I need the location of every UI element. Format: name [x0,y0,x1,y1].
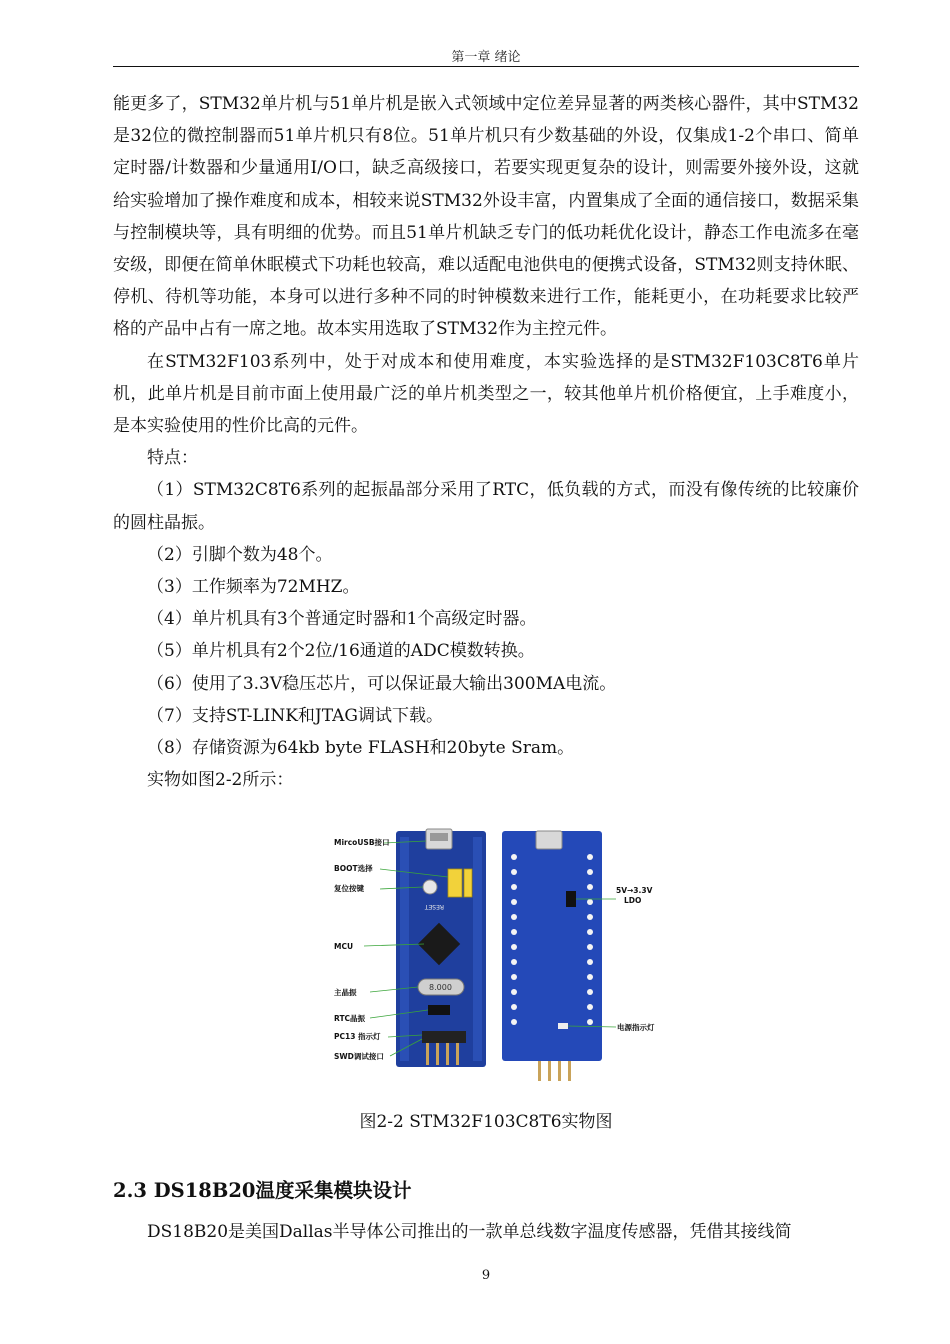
running-header: 第一章 绪论 [451,50,521,65]
feature-item: （1）STM32C8T6系列的起振晶部分采用了RTC，低负载的方式，而没有像传统的比较廉价的圆柱晶振。 [113,480,859,533]
label-rtc-crystal: RTC晶振 [334,1014,366,1023]
boot-jumper [448,869,462,897]
label-usb: MircoUSB接口 [334,838,390,847]
label-power-led: 电源指示灯 [617,1023,655,1032]
crystal-label: 8.000 [429,983,452,992]
label-ldo-voltage: 5V→3.3V [616,886,653,895]
right-pin-column [473,837,482,1061]
power-led [558,1023,568,1029]
page-number: 9 [481,1268,491,1283]
feature-item: （6）使用了3.3V稳压芯片，可以保证最大输出300MA电流。 [147,673,617,694]
reset-label: RESET [424,903,444,910]
body-text [113,88,859,796]
board-photo [330,827,666,1085]
figure-caption: 图2-2 STM32F103C8T6实物图 [359,1112,613,1132]
feature-item: （8）存储资源为64kb byte FLASH和20byte Sram。 [147,738,575,759]
ldo-regulator [566,891,576,907]
label-reset: 复位按键 [334,884,364,893]
paragraph-1: 能更多了，STM32单片机与51单片机是嵌入式领域中定位差异显著的两类核心器件，其中STM32是32位的微控制器而51单片机只有8位。51单片机只有少数基础的外设，仅集成1-2个串口、简单定时器/计数器和少量通用I/O口，缺乏高级接口，若要实现更复杂的设计，则需要外接外设，这就给实验增加了操作难度和成本，相较来说STM32外设丰富，内置集成了全面的通信接口，数据采集与控制模块等，具有明细的优势。而且51单片机缺乏专门的低功耗优化设计，静态工作电流多在毫安级，即便在简单休眠模式下功耗也较高，难以适配电池供电的便携式设备，STM32则支持休眠、停机、待机等功能，本身可以进行多种不同的时钟模数来进行工作，能耗更小，在功耗要求比较严格的产品中占有一席之地。故本实用选取了STM32作为主控元件。 [113,94,859,340]
feature-item: （2）引脚个数为48个。 [147,544,333,565]
label-pc13-led: PC13 指示灯 [334,1032,381,1041]
label-main-crystal: 主晶振 [334,988,357,997]
figure-intro: 实物如图2-2所示： [147,770,294,791]
paragraph-2: 在STM32F103系列中，处于对成本和使用难度，本实验选择的是STM32F103C8T6单片机，此单片机是目前市面上使用最广泛的单片机类型之一，较其他单片机价格便宜，上手难度小，是本实验使用的性价比高的元件。 [113,351,859,437]
label-boot: BOOT选择 [334,864,373,873]
left-pin-column [400,837,409,1061]
feature-item: （4）单片机具有3个普通定时器和1个高级定时器。 [147,609,537,630]
section-title: 2.3 DS18B20温度采集模块设计 [113,1179,412,1202]
header-rule [113,66,859,67]
section-paragraph: DS18B20是美国Dallas半导体公司推出的一款单总线数字温度传感器，凭借其接线简 [147,1222,792,1242]
label-ldo: LDO [624,896,642,905]
usb-connector-back [536,831,562,849]
reset-button [423,880,437,894]
feature-item: （5）单片机具有2个2位/16通道的ADC模数转换。 [147,641,535,662]
features-heading: 特点： [147,448,198,469]
back-pins [538,1061,571,1081]
feature-item: （3）工作频率为72MHZ。 [147,577,360,598]
rtc-crystal [428,1005,450,1015]
label-mcu: MCU [334,942,354,951]
feature-item: （7）支持ST-LINK和JTAG调试下载。 [147,705,444,726]
label-swd: SWD调试接口 [334,1052,384,1061]
